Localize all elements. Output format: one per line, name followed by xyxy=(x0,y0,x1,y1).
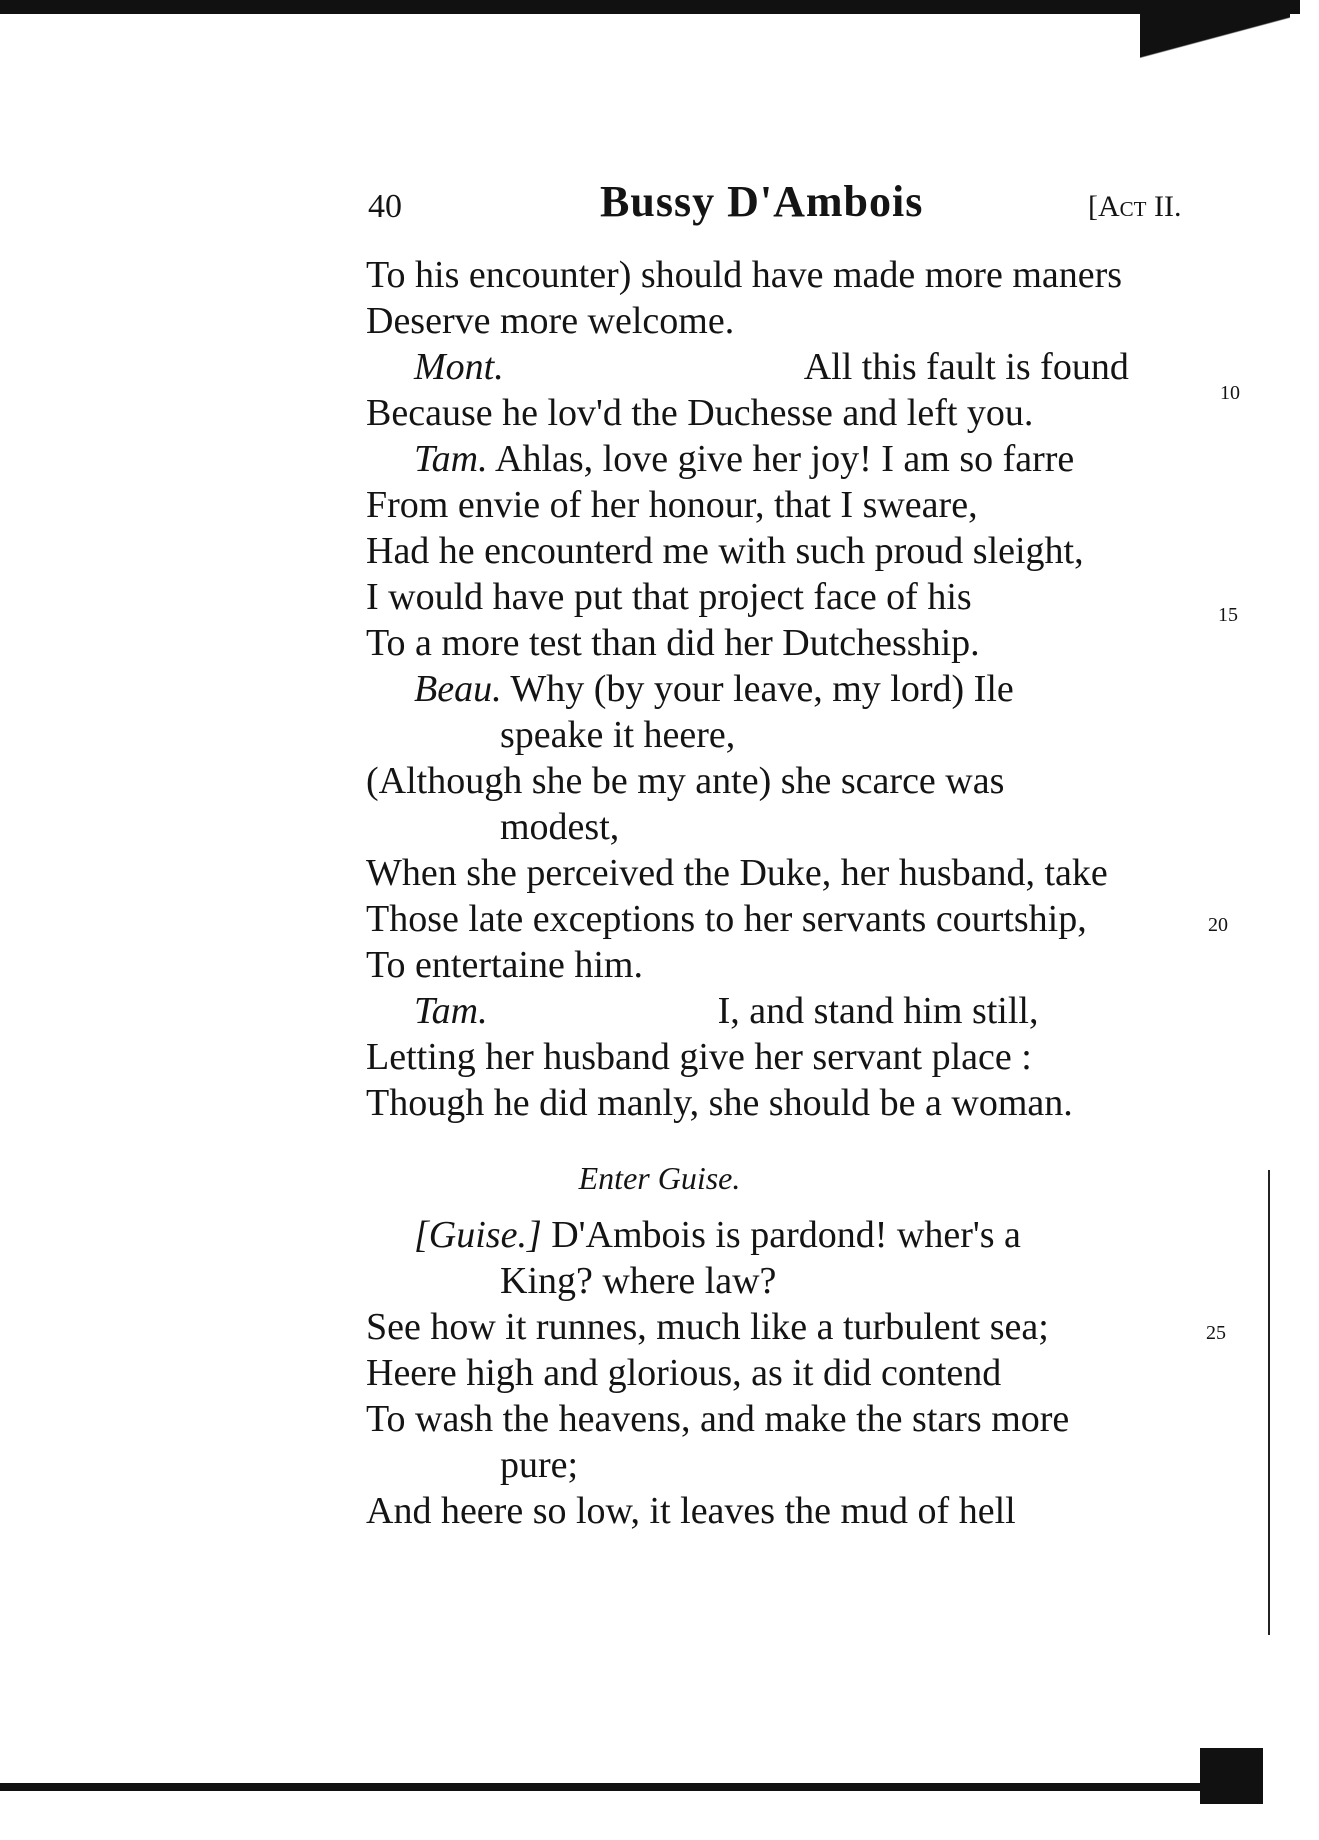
running-title: Bussy D'Ambois xyxy=(600,177,924,226)
line-number: 20 xyxy=(1208,914,1228,936)
right-margin-line xyxy=(1268,1170,1270,1635)
speaker: [Guise.] xyxy=(414,1214,542,1256)
verse-line: speake it heere, xyxy=(500,714,736,756)
verse-line: (Although she be my ante) she scarce was xyxy=(366,760,1005,802)
verse-line: Because he lov'd the Duchesse and left you. xyxy=(366,392,1034,434)
verse-line: To entertaine him. xyxy=(366,944,643,986)
verse-line: Deserve more welcome. xyxy=(366,300,735,342)
verse-line: pure; xyxy=(500,1444,579,1486)
top-scan-corner xyxy=(1140,8,1290,108)
verse-line: [Guise.] D'Ambois is pardond! wher's a xyxy=(414,1214,1021,1256)
verse-line: Letting her husband give her servant place : xyxy=(366,1036,1032,1078)
stage-direction: Enter Guise. xyxy=(578,1160,741,1196)
bottom-scan-corner xyxy=(1200,1748,1263,1804)
speaker: Beau. xyxy=(414,668,502,710)
page-header xyxy=(0,170,1319,230)
verse-line: See how it runnes, much like a turbulent sea; xyxy=(366,1306,1049,1348)
verse-line: Heere high and glorious, as it did contend xyxy=(366,1352,1002,1394)
verse-line: Mont. All this fault is found xyxy=(414,346,1129,388)
act-label: [Act II. xyxy=(1088,190,1182,223)
verse-line: Beau. Why (by your leave, my lord) Ile xyxy=(414,668,1014,710)
bottom-scan-edge xyxy=(0,1783,1263,1791)
verse-line: modest, xyxy=(500,806,620,848)
verse-line: King? where law? xyxy=(500,1260,777,1302)
page-number: 40 xyxy=(368,188,402,225)
verse-line: To his encounter) should have made more maners xyxy=(366,254,1123,296)
line-number: 25 xyxy=(1206,1322,1226,1344)
verse-line: Tam. I, and stand him still, xyxy=(414,990,1039,1032)
verse-line: Tam. Ahlas, love give her joy! I am so farre xyxy=(414,438,1075,480)
verse-line: Those late exceptions to her servants courtship, xyxy=(366,898,1087,940)
verse-line: When she perceived the Duke, her husband, take xyxy=(366,852,1108,894)
verse-line: And heere so low, it leaves the mud of hell xyxy=(366,1490,1016,1532)
verse-line: From envie of her honour, that I sweare, xyxy=(366,484,978,526)
verse-line: Though he did manly, she should be a woman. xyxy=(366,1082,1073,1124)
top-scan-edge xyxy=(0,0,1300,14)
verse-block-1 xyxy=(366,252,1196,1132)
line-number: 15 xyxy=(1218,604,1238,626)
speaker: Tam. xyxy=(414,990,488,1032)
verse-line: To wash the heavens, and make the stars more xyxy=(366,1398,1070,1440)
speaker: Tam. xyxy=(414,438,488,480)
verse-line: Had he encounterd me with such proud sleight, xyxy=(366,530,1084,572)
verse-line: To a more test than did her Dutchesship. xyxy=(366,622,980,664)
line-number: 10 xyxy=(1220,382,1240,404)
verse-line: I would have put that project face of his xyxy=(366,576,972,618)
verse-block-2 xyxy=(366,1212,1196,1542)
speaker: Mont. xyxy=(414,346,504,388)
